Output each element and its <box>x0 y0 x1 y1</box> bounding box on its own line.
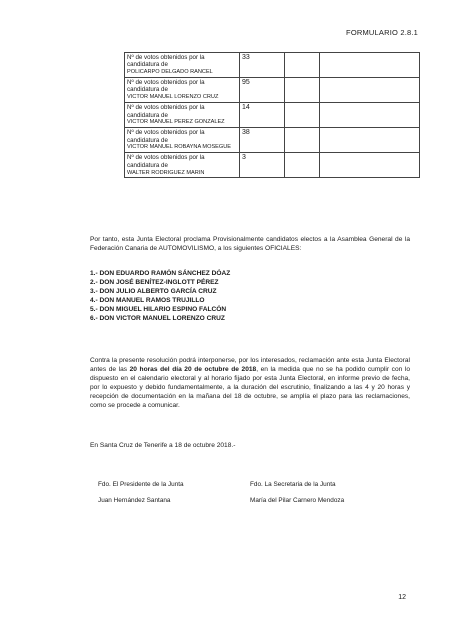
votes-row <box>125 78 420 103</box>
president-name: Juan Hernández Santana <box>98 497 171 505</box>
empty-cell <box>320 78 420 103</box>
appeal-deadline: 20 horas del día 20 de octubre de 2018 <box>129 366 257 374</box>
votes-count: 33 <box>240 53 285 78</box>
candidate-name: VICTOR MANUEL PEREZ GONZALEZ <box>127 119 225 126</box>
elected-item: 6.- DON VICTOR MANUEL LORENZO CRUZ <box>90 315 225 323</box>
proclamation-paragraph: Por tanto, esta Junta Electoral proclama Provisionalmente candidatos electos a la Asamblea General de la Federación Canaria de AUTOMOVILISMO, a los siguientes OFICIALES: <box>90 236 410 253</box>
votes-table <box>124 52 420 178</box>
votes-label-prefix: Nº de votos obtenidos por la <box>127 103 205 111</box>
votes-row <box>125 53 420 78</box>
candidate-name: VICTOR MANUEL LORENZO CRUZ <box>127 94 219 101</box>
empty-cell <box>320 128 420 153</box>
president-signature-block <box>98 482 184 505</box>
appeal-text-start: Contra la presente resolución podrá interponerse, por los interesados, reclamación ante esta Junta Electoral antes de las <box>90 357 410 374</box>
votes-row <box>125 128 420 153</box>
votes-count: 3 <box>240 153 285 178</box>
secretary-name: María del Pilar Carnero Mendoza <box>250 497 345 505</box>
appeal-paragraph <box>90 356 410 411</box>
elected-item: 4.- DON MANUEL RAMOS TRUJILLO <box>90 297 205 305</box>
elected-item: 5.- DON MIGUEL HILARIO ESPINO FALCÓN <box>90 306 227 314</box>
votes-label-prefix: Nº de votos obtenidos por la <box>127 128 205 136</box>
candidate-cell <box>125 78 240 103</box>
votes-label-prefix: Nº de votos obtenidos por la <box>127 153 205 161</box>
empty-cell <box>285 153 320 178</box>
page-number: 12 <box>398 594 406 601</box>
candidate-cell <box>125 128 240 153</box>
empty-cell <box>320 103 420 128</box>
candidate-name: WALTER RODRIGUEZ MARIN <box>127 169 205 176</box>
elected-item: 2.- DON JOSÉ BENÍTEZ-INGLOTT PÉREZ <box>90 279 219 287</box>
elected-item: 1.- DON EDUARDO RAMÓN SÁNCHEZ DÓAZ <box>90 270 231 277</box>
votes-label-suffix: candidatura de <box>127 86 168 94</box>
empty-cell <box>320 153 420 178</box>
votes-count: 95 <box>240 78 285 103</box>
candidate-cell <box>125 153 240 178</box>
votes-count: 38 <box>240 128 285 153</box>
candidate-cell <box>125 53 240 78</box>
empty-cell <box>285 53 320 78</box>
votes-label-suffix: candidatura de <box>127 136 168 144</box>
elected-list <box>90 269 230 324</box>
president-role: Fdo. El Presidente de la Junta <box>98 481 184 488</box>
candidate-cell <box>125 103 240 128</box>
votes-label-prefix: Nº de votos obtenidos por la <box>127 78 205 86</box>
candidate-name: POLICARPO DELGADO RANCEL <box>127 69 213 76</box>
secretary-role: Fdo. La Secretaria de la Junta <box>250 481 336 488</box>
votes-label-suffix: candidatura de <box>127 161 168 169</box>
secretary-signature-block <box>250 482 344 505</box>
empty-cell <box>285 78 320 103</box>
form-code: FORMULARIO 2.8.1 <box>346 28 418 37</box>
votes-count: 14 <box>240 103 285 128</box>
date-line: En Santa Cruz de Tenerife a 18 de octubre 2018.- <box>90 442 236 449</box>
appeal-text-end: , en la medida que no se ha podido cumplir con lo dispuesto en el calendario electoral y al horario fijado por esta Junta Electoral, en informe previo de fecha, por lo expuesto y debido fundamentalmente, a la duración del escrutinio, finalizando a las 4 y 20 horas y recepción de documentación en la mañana del 18 de octubre, se amplía el plazo para las reclamaciones, como se procede a comunicar. <box>90 366 410 410</box>
votes-row <box>125 103 420 128</box>
votes-label-prefix: Nº de votos obtenidos por la <box>127 53 205 61</box>
empty-cell <box>320 53 420 78</box>
votes-row <box>125 153 420 178</box>
empty-cell <box>285 128 320 153</box>
elected-item: 3.- DON JULIO ALBERTO GARCÍA CRUZ <box>90 288 217 296</box>
empty-cell <box>285 103 320 128</box>
candidate-name: VICTOR MANUEL ROBAYNA MOSEGUE <box>127 144 232 151</box>
votes-label-suffix: candidatura de <box>127 111 168 119</box>
votes-label-suffix: candidatura de <box>127 61 168 69</box>
